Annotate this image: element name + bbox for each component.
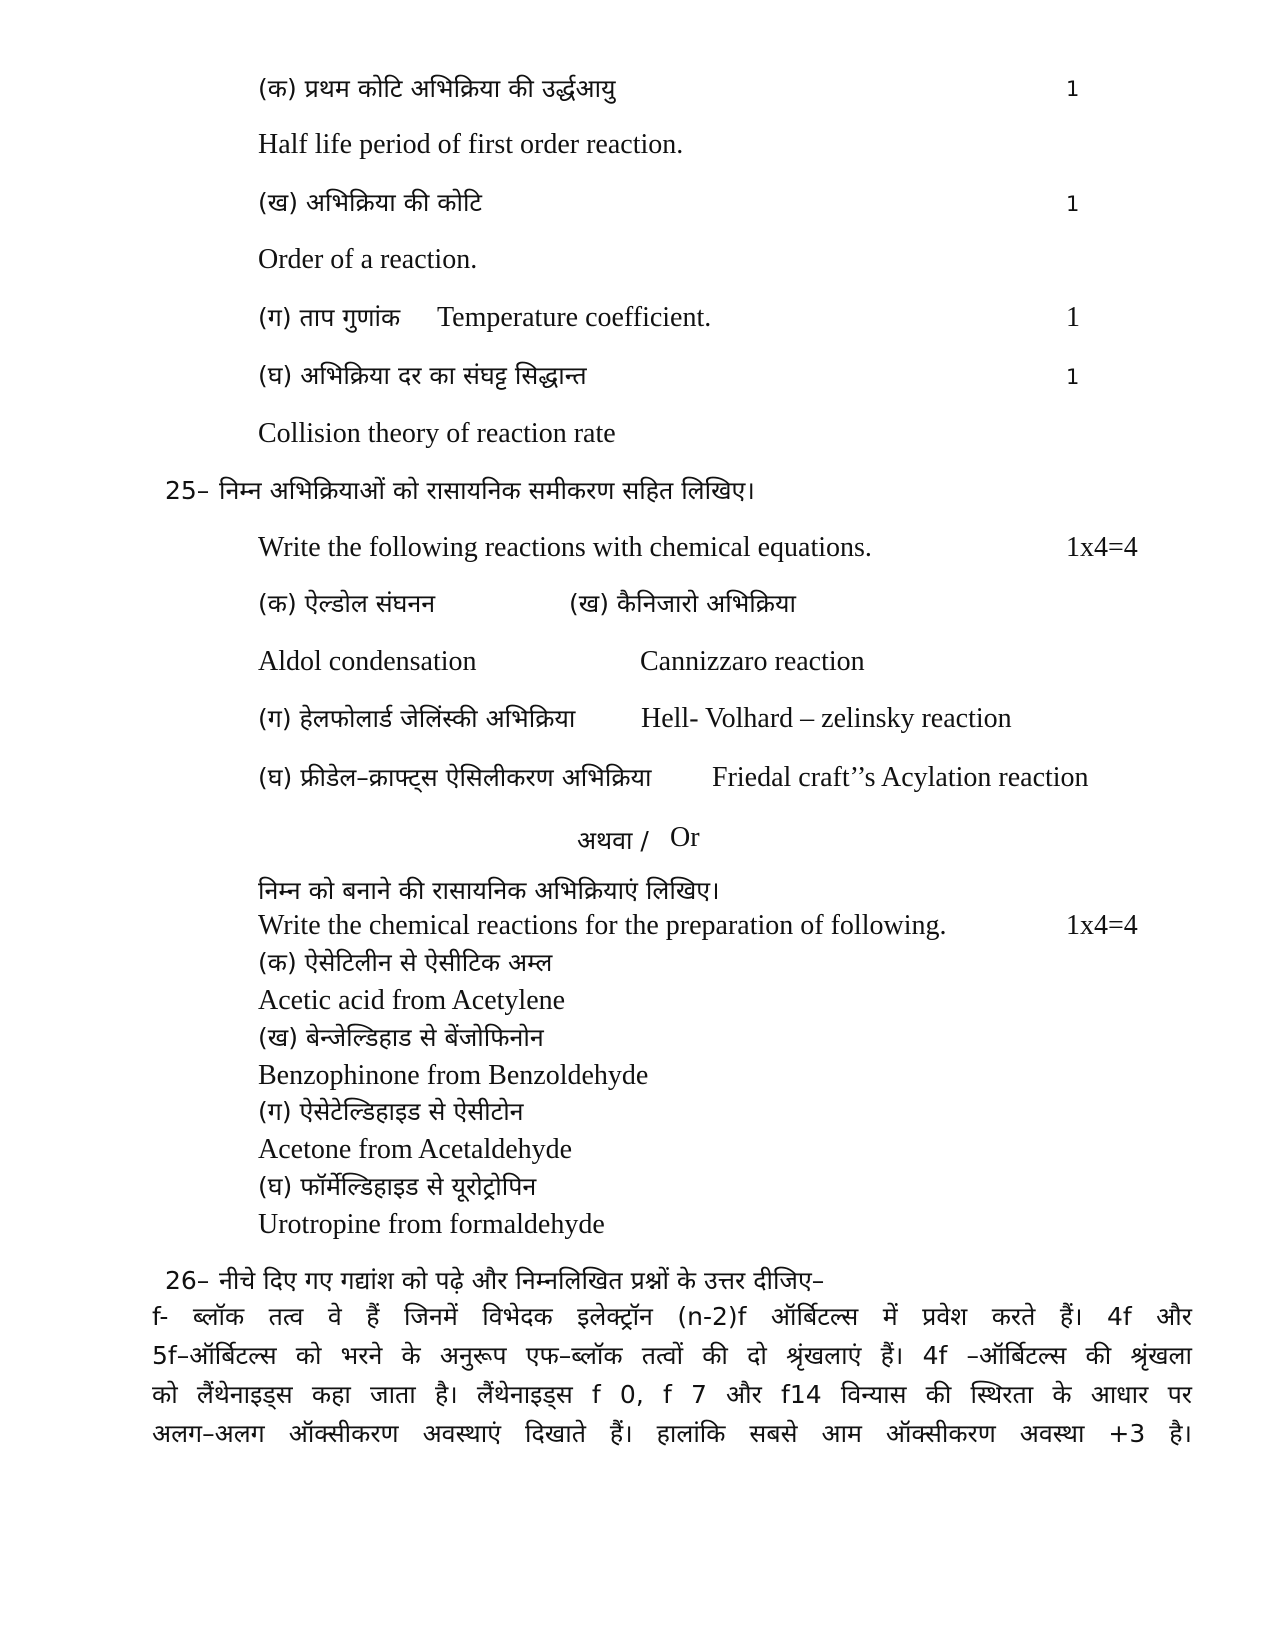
q25-alt-c-english: Acetone from Acetaldehyde <box>258 1134 573 1165</box>
q24-option-a-marks: 1 <box>1066 77 1080 101</box>
q24-option-d-marks: 1 <box>1066 365 1080 389</box>
q26-passage-line-1: f- ब्लॉक तत्व वे हैं जिनमें विभेदक इलेक्ट्रॉन (n-2)f ऑर्बिटल्स में प्रवेश करते हैं। 4f और <box>152 1302 1192 1331</box>
q25-option-b-english: Cannizzaro reaction <box>640 646 865 677</box>
q25-option-c-hindi: (ग) हेलफोलार्ड जेलिंस्की अभिक्रिया <box>258 704 576 733</box>
q24-option-c-english: Temperature coefficient. <box>437 302 712 333</box>
q24-option-b-english: Order of a reaction. <box>258 244 478 275</box>
q25-option-a-hindi: (क) ऐल्डोल संघनन <box>258 589 436 618</box>
q25-marks: 1x4=4 <box>1066 532 1138 563</box>
q25-alt-d-english: Urotropine from formaldehyde <box>258 1209 605 1240</box>
q25-or-hindi: अथवा / <box>577 826 649 855</box>
q24-option-a-hindi: (क) प्रथम कोटि अभिक्रिया की उर्द्धआयु <box>258 74 616 103</box>
q25-alt-marks: 1x4=4 <box>1066 910 1138 941</box>
q25-option-b-hindi: (ख) कैनिजारो अभिक्रिया <box>569 589 796 618</box>
q25-title-hindi: निम्न अभिक्रियाओं को रासायनिक समीकरण सहित लिखिए। <box>219 476 755 505</box>
q24-option-b-marks: 1 <box>1066 192 1080 216</box>
q25-option-c-english: Hell- Volhard – zelinsky reaction <box>641 703 1012 734</box>
q26-passage-line-3: को लैंथेनाइड्स कहा जाता है। लैंथेनाइड्स f 0, f 7 और f14 विन्यास की स्थिरता के आधार पर <box>152 1380 1192 1409</box>
q25-title-english: Write the following reactions with chemical equations. <box>258 532 872 563</box>
q25-option-d-english: Friedal craft’’s Acylation reaction <box>712 762 1089 793</box>
q26-number: 26– <box>165 1266 210 1295</box>
q25-option-d-hindi: (घ) फ्रीडेल–क्राफ्ट्स ऐसिलीकरण अभिक्रिया <box>258 763 652 792</box>
q25-or-english: Or <box>670 822 700 853</box>
q24-option-c-marks: 1 <box>1066 302 1080 333</box>
q24-option-b-hindi: (ख) अभिक्रिया की कोटि <box>258 188 483 217</box>
q25-alt-b-english: Benzophinone from Benzoldehyde <box>258 1060 649 1091</box>
q24-option-c-hindi: (ग) ताप गुणांक <box>258 303 401 332</box>
q26-passage-line-4: अलग–अलग ऑक्सीकरण अवस्थाएं दिखाते हैं। हालांकि सबसे आम ऑक्सीकरण अवस्था +3 है। <box>152 1419 1192 1448</box>
q25-alt-c-hindi: (ग) ऐसेटेल्डिहाइड से ऐसीटोन <box>258 1097 524 1126</box>
q24-option-d-english: Collision theory of reaction rate <box>258 418 616 449</box>
q25-alt-d-hindi: (घ) फॉर्मेल्डिहाइड से यूरोट्रोपिन <box>258 1172 537 1201</box>
q25-alt-title-hindi: निम्न को बनाने की रासायनिक अभिक्रियाएं लिखिए। <box>258 876 720 905</box>
q26-title-hindi: नीचे दिए गए गद्यांश को पढ़े और निम्नलिखित प्रश्नों के उत्तर दीजिए– <box>219 1266 825 1295</box>
q25-alt-b-hindi: (ख) बेन्जेल्डिहाड से बेंजोफिनोन <box>258 1023 544 1052</box>
q25-option-a-english: Aldol condensation <box>258 646 477 677</box>
q24-option-a-english: Half life period of first order reaction. <box>258 129 684 160</box>
q24-option-d-hindi: (घ) अभिक्रिया दर का संघट्ट सिद्धान्त <box>258 361 587 390</box>
q25-alt-title-english: Write the chemical reactions for the preparation of following. <box>258 910 947 941</box>
q25-alt-a-hindi: (क) ऐसेटिलीन से ऐसीटिक अम्ल <box>258 948 553 977</box>
q25-alt-a-english: Acetic acid from Acetylene <box>258 985 566 1016</box>
q25-number: 25– <box>165 476 210 505</box>
q26-passage-line-2: 5f–ऑर्बिटल्स को भरने के अनुरूप एफ–ब्लॉक तत्वों की दो श्रृंखलाएं हैं। 4f –ऑर्बिटल्स की श्रृंखला <box>152 1341 1192 1370</box>
